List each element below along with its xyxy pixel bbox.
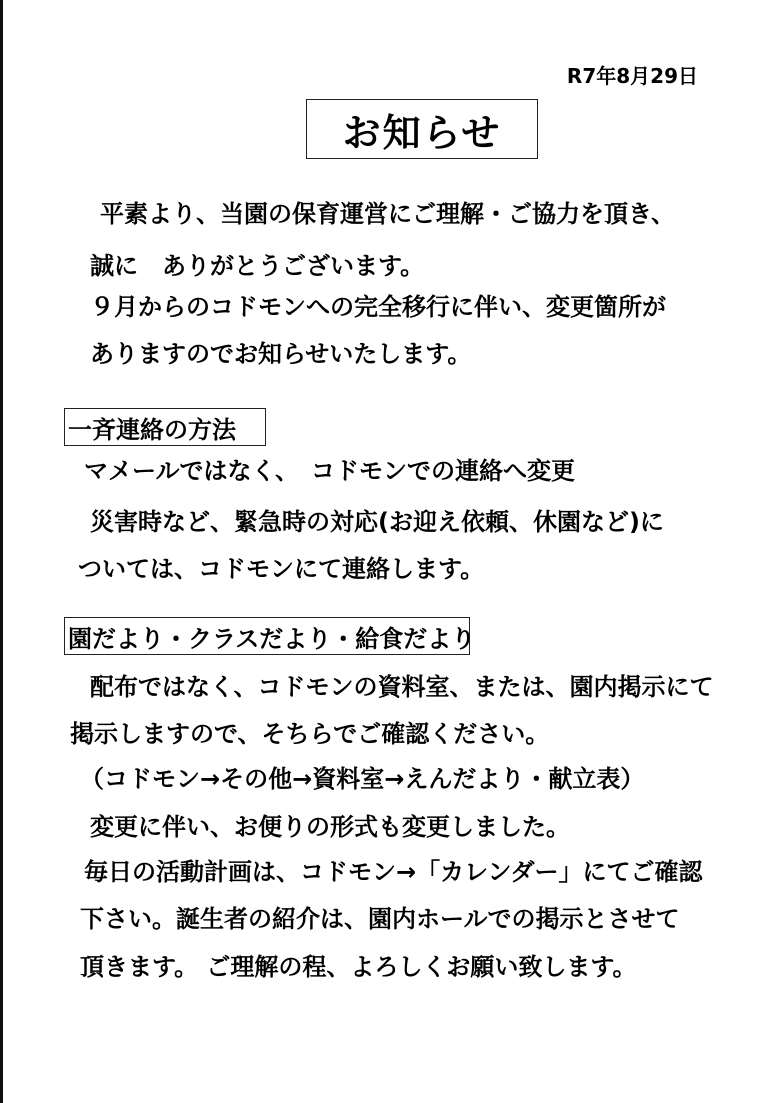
section1-line-1: マメールではなく、 コドモンでの連絡へ変更 bbox=[84, 457, 576, 485]
section2-line-7: 頂きます。 ご理解の程、よろしくお願い致します。 bbox=[80, 953, 637, 981]
section2-line-5: 毎日の活動計画は、コドモン→「カレンダー」にてご確認 bbox=[84, 858, 703, 886]
page-title: お知らせ bbox=[342, 110, 502, 155]
notice-date: R7年8月29日 bbox=[566, 64, 698, 88]
section1-line-3: ついては、コドモンにて連絡します。 bbox=[78, 555, 485, 583]
section-heading-text: 園だより・クラスだより・給食だより bbox=[68, 624, 476, 653]
section-heading-broadcast bbox=[64, 408, 266, 446]
section1-line-2: 災害時など、緊急時の対応(お迎え依頼、休園など)に bbox=[90, 508, 664, 536]
section-heading-newsletters bbox=[64, 617, 476, 655]
section2-line-2: 掲示しますので、そちらでご確認ください。 bbox=[70, 720, 550, 748]
intro-line-3: ９月からのコドモンへの完全移行に伴い、変更箇所が bbox=[90, 293, 666, 321]
section2-line-1: 配布ではなく、コドモンの資料室、または、園内掲示にて bbox=[90, 673, 714, 701]
intro-line-4: ありますのでお知らせいたします。 bbox=[90, 340, 472, 368]
section2-line-6: 下さい。誕生者の紹介は、園内ホールでの掲示とさせて bbox=[80, 905, 680, 933]
section2-line-4: 変更に伴い、お便りの形式も変更しました。 bbox=[90, 813, 570, 841]
section-heading-text: 一斉連絡の方法 bbox=[68, 415, 236, 444]
title-box bbox=[306, 99, 538, 159]
scan-edge bbox=[0, 0, 3, 1103]
section2-line-3: （コドモン→その他→資料室→えんだより・献立表） bbox=[80, 765, 645, 793]
intro-line-2: 誠に ありがとうございます。 bbox=[90, 252, 425, 280]
intro-line-1: 平素より、当園の保育運営にご理解・ご協力を頂き、 bbox=[100, 200, 676, 228]
